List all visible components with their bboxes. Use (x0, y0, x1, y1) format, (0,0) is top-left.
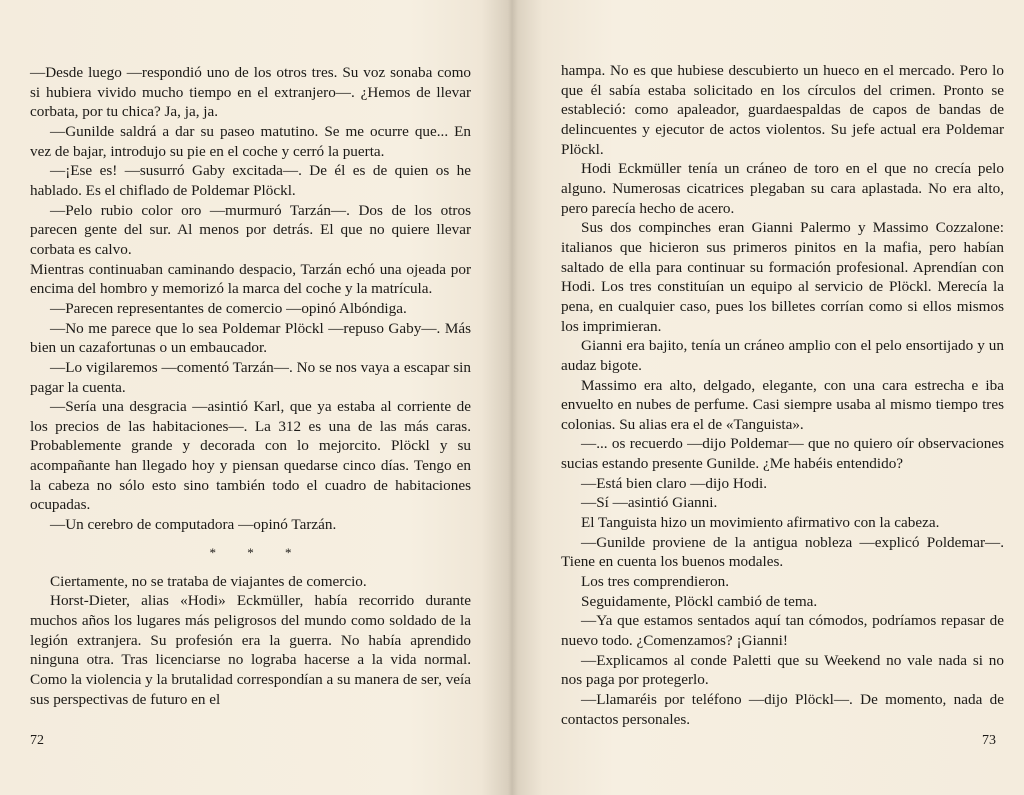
paragraph: Hodi Eckmüller tenía un cráneo de toro en el que no crecía pelo alguno. Numerosas cicatrices plegaban su cara aplastada. No era alto, pero parecía hecho de acero. (561, 160, 1004, 217)
paragraph: —Ya que estamos sentados aquí tan cómodos, podríamos repasar de nuevo todo. ¿Comenzamos? ¡Gianni! (561, 612, 1004, 650)
paragraph: —Está bien claro —dijo Hodi. (581, 474, 768, 492)
paragraph: —Parecen representantes de comercio —opinó Albóndiga. (50, 299, 407, 317)
paragraph: —Sí —asintió Gianni. (581, 494, 718, 512)
paragraph: —... os recuerdo —dijo Poldemar— que no quiero oír observaciones sucias estando presente Gunilde. ¿Me habéis entendido? (561, 435, 1004, 473)
paragraph: Seguidamente, Plöckl cambió de tema. (581, 592, 818, 610)
paragraph: Gianni era bajito, tenía un cráneo amplio con el pelo ensortijado y un audaz bigote. (561, 337, 1004, 374)
paragraph: —¡Ese es! —susurró Gaby excitada—. De él es de quien os he hablado. Es el chiflado de Poldemar Plöckl. (30, 162, 471, 199)
paragraph: —Pelo rubio color oro —murmuró Tarzán—. Dos de los otros parecen gente del sur. Al menos por detrás. El que no quiere llevar corbata es calvo. (30, 201, 471, 258)
page-number-left: 72 (30, 733, 44, 748)
paragraph: hampa. No es que hubiese descubierto un hueco en el mercado. Pero lo que él sabía estaba solicitado en los círculos del crimen. Pronto se estableció: como apaleador, guardaespaldas de capos de bandas de delincuentes y ejecutor de actos violentos. Su jefe actual era Poldemar Plöckl. (561, 62, 1004, 158)
paragraph: —Un cerebro de computadora —opinó Tarzán. (50, 516, 337, 534)
right-page-text (561, 61, 1004, 729)
paragraph: —No me parece que lo sea Poldemar Plöckl —repuso Gaby—. Más bien un cazafortunas o un embaucador. (30, 319, 471, 357)
page-number-right: 73 (982, 733, 996, 748)
paragraph: Los tres comprendieron. (581, 573, 730, 591)
section-separator: * * * (209, 544, 306, 560)
paragraph: Massimo era alto, delgado, elegante, con una cara estrecha e iba envuelto en nubes de perfume. Casi siempre usaba al mismo tiempo tres colonias. Su alias era el de «Tanguista». (561, 376, 1004, 433)
paragraph: —Lo vigilaremos —comentó Tarzán—. No se nos vaya a escapar sin pagar la cuenta. (30, 358, 471, 396)
paragraph: —Sería una desgracia —asintió Karl, que ya estaba al corriente de los precios de las habitaciones—. La 312 es una de las más caras. Probablemente grande y decorada con lo mejorcito. Plöckl y su acompañante han llegado hoy y piensan quedarse cinco días. Tengo en la cabeza no sólo esto sino también todo el cuadro de habitaciones ocupadas. (30, 398, 471, 514)
paragraph: Ciertamente, no se trataba de viajantes de comercio. (50, 572, 367, 590)
paragraph: —Llamaréis por teléfono —dijo Plöckl—. De momento, nada de contactos personales. (561, 691, 1004, 728)
paragraph: Horst-Dieter, alias «Hodi» Eckmüller, había recorrido durante muchos años los lugares más peligrosos del mundo como soldado de la legión extranjera. Su profesión era la guerra. No había aprendido ninguna otra. Tras licenciarse no lograba hacerse a la vida normal. Como la violencia y la brutalidad correspondían a su manera de ser, veía sus perspectivas de futuro en el (30, 592, 471, 708)
paragraph: —Explicamos al conde Paletti que su Weekend no vale nada si no nos paga por protegerlo. (561, 651, 1004, 689)
paragraph: —Desde luego —respondió uno de los otros tres. Su voz sonaba como si hubiera vivido mucho tiempo en el extranjero—. ¿Hemos de llevar corbata, por tu chica? Ja, ja, ja. (30, 64, 471, 121)
paragraph: Sus dos compinches eran Gianni Palermo y Massimo Cozzalone: italianos que hicieron sus primeros pinitos en la mafia, pero habían saltado de ella para continuar su formación profesional. Aprendían con Hodi. Los tres constituían un equipo al servicio de Plöckl. Merecía la pena, en cualquier caso, pues los billetes corrían como si ellos mismos los imprimieran. (561, 219, 1004, 335)
paragraph: —Gunilde saldrá a dar su paseo matutino. Se me ocurre que... En vez de bajar, introdujo su pie en el coche y cerró la puerta. (30, 122, 471, 160)
paragraph: Mientras continuaban caminando despacio, Tarzán echó una ojeada por encima del hombro y memorizó la marca del coche y la matrícula. (30, 260, 471, 298)
right-page (512, 0, 1024, 795)
paragraph: —Gunilde proviene de la antigua nobleza —explicó Poldemar—. Tiene en cuenta los buenos modales. (561, 533, 1004, 571)
paragraph: El Tanguista hizo un movimiento afirmativo con la cabeza. (581, 514, 940, 532)
left-page-text (30, 63, 471, 709)
